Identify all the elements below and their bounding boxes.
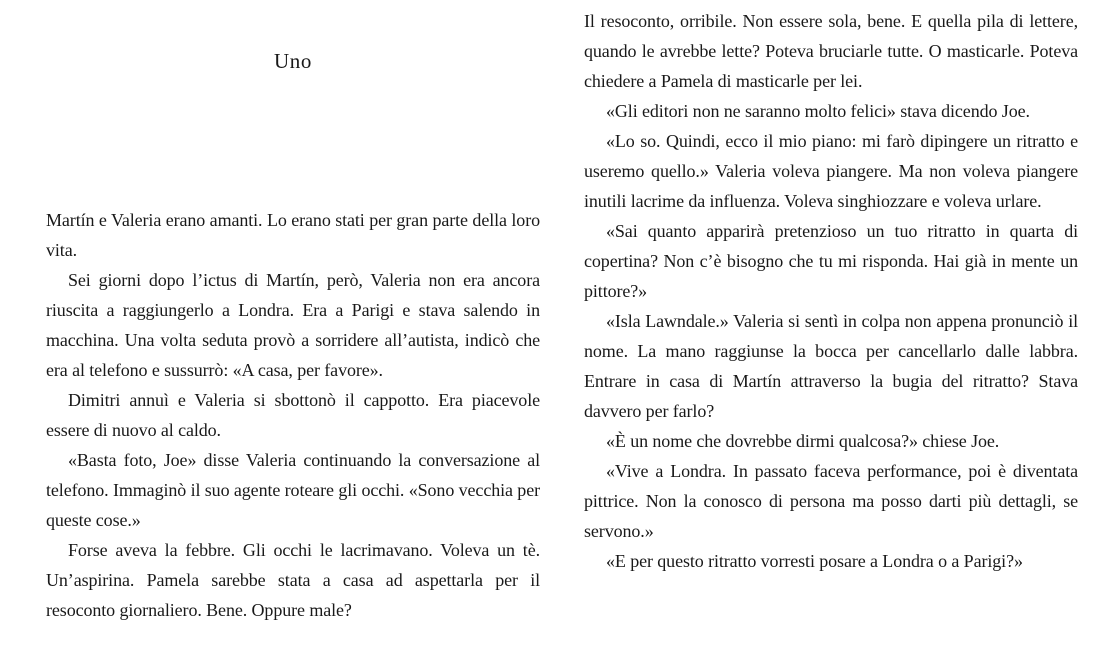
paragraph: «Vive a Londra. In passato faceva performance, poi è diventata pittrice. Non la conosco di persona ma posso darti più dettagli, se servono.» [584,461,1078,541]
paragraph: «Basta foto, Joe» disse Valeria continuando la conversazione al telefono. Immaginò il suo agente roteare gli occhi. «Sono vecchia per queste cose.» [46,450,540,530]
paragraph: «È un nome che dovrebbe dirmi qualcosa?» chiese Joe. [606,431,1000,451]
paragraph: Sei giorni dopo l’ictus di Martín, però, Valeria non era ancora riuscita a raggiungerlo a Londra. Era a Parigi e stava salendo in macchina. Una volta seduta provò a sorridere all’autista, indicò che era al telefono e sussurrò: «A casa, per favore». [46,270,540,380]
paragraph: «Isla Lawndale.» Valeria si sentì in colpa non appena pronunciò il nome. La mano raggiunse la bocca per cancellarlo dalle labbra. Entrare in casa di Martín attraverso la bugia del ritratto? Stava davvero per farlo? [584,311,1078,421]
paragraph: «Sai quanto apparirà pretenzioso un tuo ritratto in quarta di copertina? Non c’è bisogno che tu mi risponda. Hai già in mente un pittore?» [584,221,1078,301]
paragraph: Il resoconto, orribile. Non essere sola, bene. E quella pila di lettere, quando le avrebbe lette? Poteva bruciarle tutte. O masticarle. Poteva chiedere a Pamela di masticarle per lei. [584,11,1078,91]
right-column [584,0,1078,653]
paragraph: «E per questo ritratto vorresti posare a Londra o a Parigi?» [606,551,1023,571]
chapter-title: Uno [274,49,312,73]
paragraph: «Gli editori non ne saranno molto felici» stava dicendo Joe. [606,101,1030,121]
left-column [46,0,540,653]
right-column-text [584,0,1078,576]
paragraph: «Lo so. Quindi, ecco il mio piano: mi farò dipingere un ritratto e useremo quello.» Valeria voleva piangere. Ma non voleva piangere inutili lacrime da influenza. Voleva singhiozzare e voleva urlare. [584,131,1078,211]
paragraph: Forse aveva la febbre. Gli occhi le lacrimavano. Voleva un tè. Un’aspirina. Pamela sarebbe stata a casa ad aspettarla per il resoconto giornaliero. Bene. Oppure male? [46,540,540,620]
paragraph: Martín e Valeria erano amanti. Lo erano stati per gran parte della loro vita. [46,210,540,260]
left-column-text [46,205,540,625]
paragraph: Dimitri annuì e Valeria si sbottonò il cappotto. Era piacevole essere di nuovo al caldo. [46,390,540,440]
